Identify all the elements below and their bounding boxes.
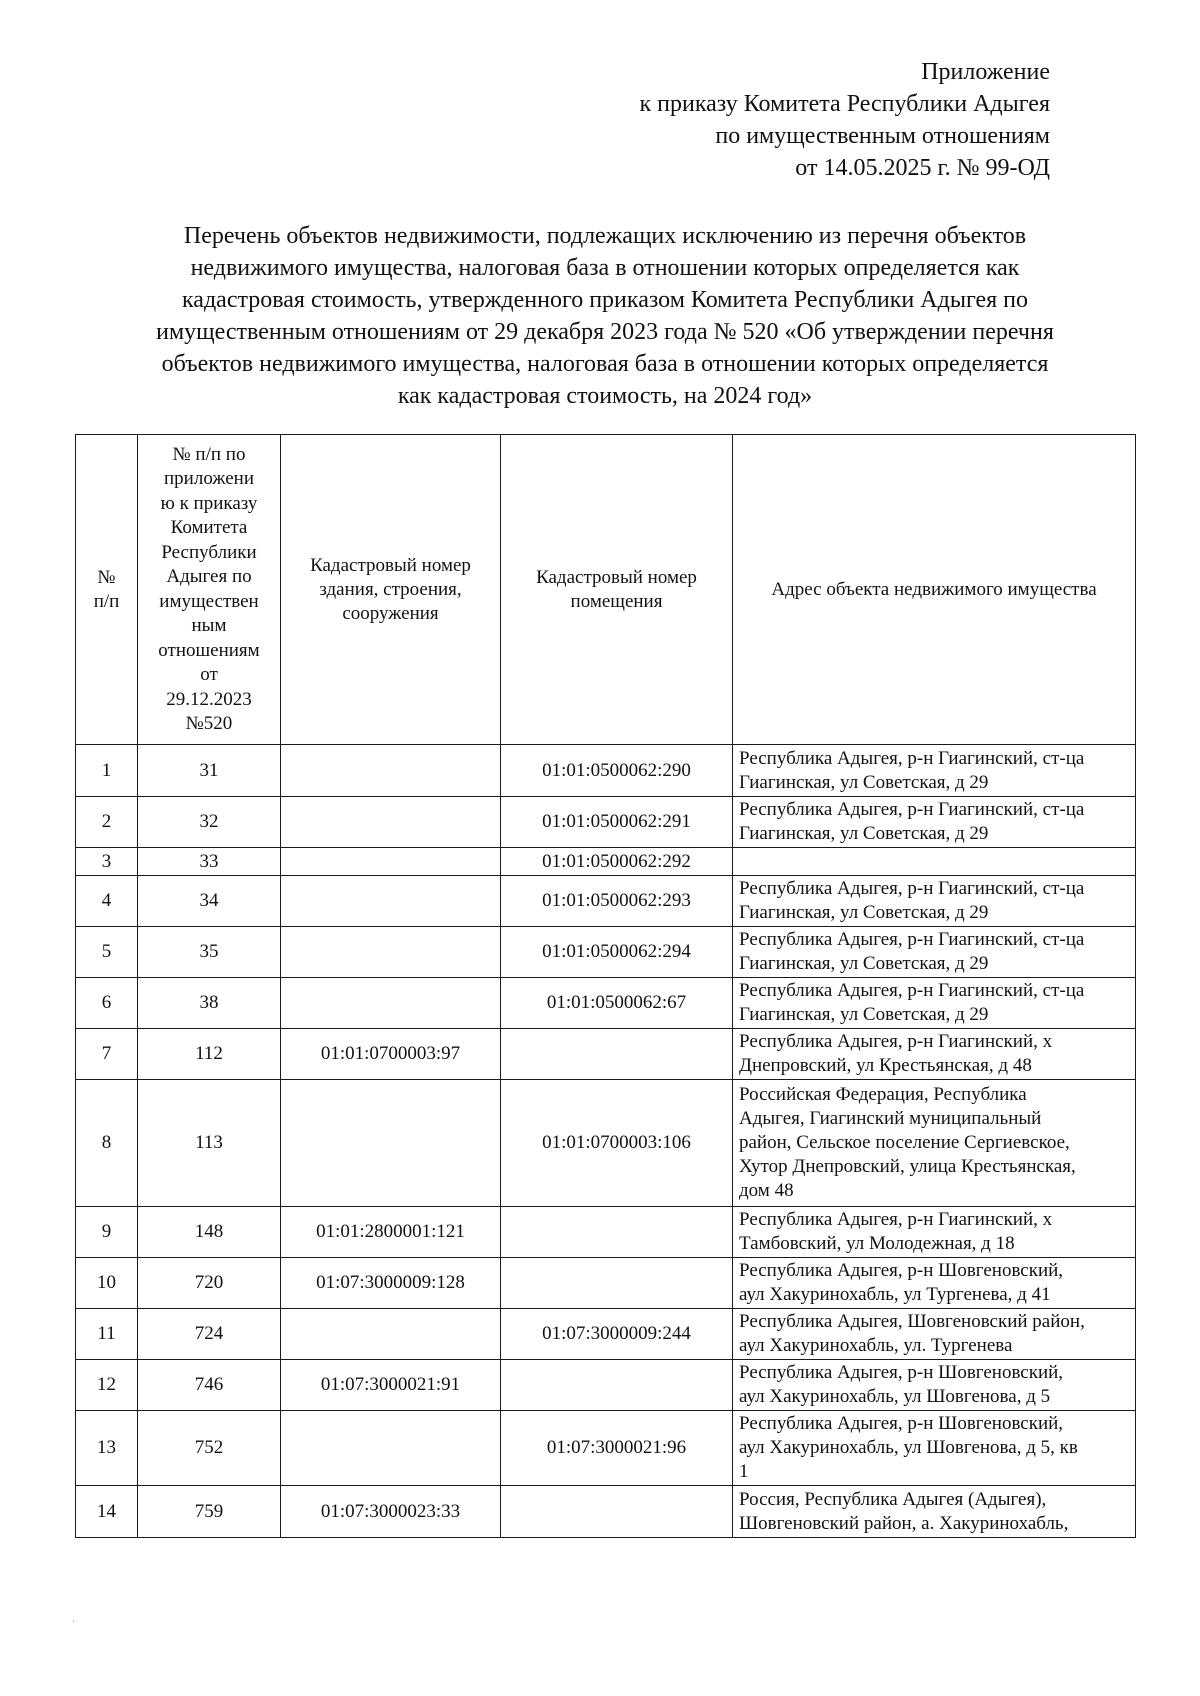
premises-cadastral-cell [501,1207,733,1258]
table-row [76,1207,1136,1258]
premises-cadastral-cell: 01:01:0500062:291 [501,797,733,848]
address-line: Республика Адыгея, р-н Гиагинский, х [739,1031,1053,1052]
premises-cadastral-cell: 01:01:0500062:294 [501,927,733,978]
address-line: Республика Адыгея, р-н Шовгеновский, [739,1260,1064,1281]
premises-cadastral-cell [501,1360,733,1411]
address-cell [733,978,1136,1029]
premises-cadastral-cell: 01:01:0500062:67 [501,978,733,1029]
appendix-reference-cell: 720 [138,1258,281,1309]
building-cadastral-cell: 01:07:3000021:91 [281,1360,501,1411]
address-line: Российская Федерация, Республика [739,1084,1027,1105]
appendix-reference-cell: 32 [138,797,281,848]
building-cadastral-cell: 01:07:3000009:128 [281,1258,501,1309]
address-line: Тамбовский, ул Молодежная, д 18 [739,1233,1015,1254]
appendix-label: Приложение [921,59,1050,85]
address-line: Гиагинская, ул Советская, д 29 [739,823,989,844]
address-line: Республика Адыгея, р-н Гиагинский, ст-ца [739,929,1085,950]
table-row [76,1411,1136,1486]
order-date-number: от 14.05.2025 г. № 99-ОД [795,155,1050,181]
row-number-cell: 14 [76,1486,138,1538]
header-number: № п/п [76,435,138,745]
header-appendix-reference: № п/п по приложени ю к приказу Комитета Республики Адыгея по имуществен ным отношениям от 29.12.2023 №520 [138,435,281,745]
table-row [76,1486,1136,1538]
address-line: Россия, Республика Адыгея (Адыгея), [739,1488,1047,1510]
building-cadastral-cell [281,876,501,927]
premises-cadastral-cell: 01:07:3000021:96 [501,1411,733,1486]
header-premises-cadastral: Кадастровый номер помещения [501,435,733,745]
table-row [76,745,1136,797]
row-number-cell: 3 [76,848,138,876]
address-line: аул Хакуринохабль, ул Шовгенова, д 5, кв [739,1437,1078,1458]
address-line: Республика Адыгея, Шовгеновский район, [739,1311,1085,1332]
address-cell [733,1029,1136,1080]
table-row [76,797,1136,848]
appendix-reference-cell: 31 [138,745,281,797]
table-row [76,1360,1136,1411]
address-line: Республика Адыгея, р-н Гиагинский, ст-ца [739,878,1085,899]
address-line: Гиагинская, ул Советская, д 29 [739,902,989,923]
table-row [76,927,1136,978]
address-cell [733,1309,1136,1360]
row-number-cell: 2 [76,797,138,848]
scan-speck: · [72,1617,76,1628]
address-line: аул Хакуринохабль, ул. Тургенева [739,1335,1013,1356]
address-cell [733,848,1136,876]
appendix-reference-cell: 38 [138,978,281,1029]
address-line: Гиагинская, ул Советская, д 29 [739,771,989,793]
table-header-row [76,435,1136,745]
address-line: Республика Адыгея, р-н Гиагинский, ст-ца [739,799,1085,820]
address-line: Республика Адыгея, р-н Гиагинский, х [739,1209,1053,1230]
address-cell [733,797,1136,848]
title-line: объектов недвижимого имущества, налоговая база в отношении которых определяется [161,351,1049,377]
row-number-cell: 7 [76,1029,138,1080]
premises-cadastral-cell: 01:01:0500062:293 [501,876,733,927]
address-line: Гиагинская, ул Советская, д 29 [739,953,989,974]
row-number-cell: 4 [76,876,138,927]
property-exclusion-table [75,434,1136,1538]
premises-cadastral-cell: 01:01:0500062:290 [501,745,733,797]
premises-cadastral-cell [501,1258,733,1309]
building-cadastral-cell [281,848,501,876]
row-number-cell: 8 [76,1080,138,1207]
appendix-reference-cell: 113 [138,1080,281,1207]
address-line: Республика Адыгея, р-н Шовгеновский, [739,1413,1064,1434]
row-number-cell: 5 [76,927,138,978]
appendix-reference-cell: 35 [138,927,281,978]
appendix-reference-cell: 746 [138,1360,281,1411]
address-cell [733,1411,1136,1486]
appendix-reference-cell: 759 [138,1486,281,1538]
address-cell [733,876,1136,927]
appendix-reference-cell: 148 [138,1207,281,1258]
title-line: кадастровая стоимость, утвержденного приказом Комитета Республики Адыгея по [182,287,1028,313]
address-line: Адыгея, Гиагинский муниципальный [739,1108,1042,1129]
address-line: Республика Адыгея, р-н Шовгеновский, [739,1362,1064,1383]
address-cell [733,927,1136,978]
address-cell [733,1258,1136,1309]
building-cadastral-cell [281,1411,501,1486]
address-line: аул Хакуринохабль, ул Тургенева, д 41 [739,1284,1051,1305]
building-cadastral-cell: 01:01:2800001:121 [281,1207,501,1258]
row-number-cell: 10 [76,1258,138,1309]
appendix-header [639,56,1050,184]
row-number-cell: 11 [76,1309,138,1360]
premises-cadastral-cell [501,1029,733,1080]
address-line: район, Сельское поселение Сергиевское, [739,1132,1070,1153]
appendix-reference-cell: 34 [138,876,281,927]
row-number-cell: 13 [76,1411,138,1486]
header-address: Адрес объекта недвижимого имущества [733,435,1136,745]
title-line: Перечень объектов недвижимости, подлежащих исключению из перечня объектов [183,223,1027,249]
appendix-reference-cell: 752 [138,1411,281,1486]
committee-name: по имущественным отношениям [715,123,1050,149]
table-row [76,1258,1136,1309]
table-row [76,876,1136,927]
address-line: Республика Адыгея, р-н Гиагинский, ст-ца [739,980,1085,1001]
address-line: Шовгеновский район, а. Хакуринохабль, [739,1512,1069,1534]
address-line: Днепровский, ул Крестьянская, д 48 [739,1055,1032,1076]
premises-cadastral-cell: 01:01:0700003:106 [501,1080,733,1207]
table-row [76,848,1136,876]
building-cadastral-cell: 01:01:0700003:97 [281,1029,501,1080]
table-body [76,745,1136,1538]
address-line: Хутор Днепровский, улица Крестьянская, [739,1156,1076,1177]
building-cadastral-cell [281,797,501,848]
premises-cadastral-cell: 01:07:3000009:244 [501,1309,733,1360]
appendix-reference-cell: 724 [138,1309,281,1360]
row-number-cell: 9 [76,1207,138,1258]
address-cell [733,1486,1136,1538]
address-line: 1 [739,1461,749,1482]
header-building-cadastral: Кадастровый номер здания, строения, сооружения [281,435,501,745]
building-cadastral-cell [281,1080,501,1207]
table-row [76,1309,1136,1360]
document-title [80,220,1130,412]
address-line: Гиагинская, ул Советская, д 29 [739,1004,989,1025]
title-line: имущественным отношениям от 29 декабря 2023 года № 520 «Об утверждении перечня [156,319,1054,345]
address-cell [733,1360,1136,1411]
address-line: Республика Адыгея, р-н Гиагинский, ст-ца [739,747,1085,769]
table-row [76,1029,1136,1080]
address-cell [733,745,1136,797]
row-number-cell: 12 [76,1360,138,1411]
premises-cadastral-cell [501,1486,733,1538]
title-line: как кадастровая стоимость, на 2024 год» [397,383,813,409]
address-line: дом 48 [739,1180,794,1201]
order-reference: к приказу Комитета Республики Адыгея [639,91,1050,117]
building-cadastral-cell: 01:07:3000023:33 [281,1486,501,1538]
row-number-cell: 1 [76,745,138,797]
address-cell [733,1207,1136,1258]
building-cadastral-cell [281,1309,501,1360]
appendix-reference-cell: 112 [138,1029,281,1080]
address-line: аул Хакуринохабль, ул Шовгенова, д 5 [739,1386,1051,1407]
premises-cadastral-cell: 01:01:0500062:292 [501,848,733,876]
title-line: недвижимого имущества, налоговая база в отношении которых определяется как [190,255,1020,281]
building-cadastral-cell [281,745,501,797]
building-cadastral-cell [281,927,501,978]
building-cadastral-cell [281,978,501,1029]
appendix-reference-cell: 33 [138,848,281,876]
table-row [76,978,1136,1029]
table-row [76,1080,1136,1207]
address-cell [733,1080,1136,1207]
row-number-cell: 6 [76,978,138,1029]
